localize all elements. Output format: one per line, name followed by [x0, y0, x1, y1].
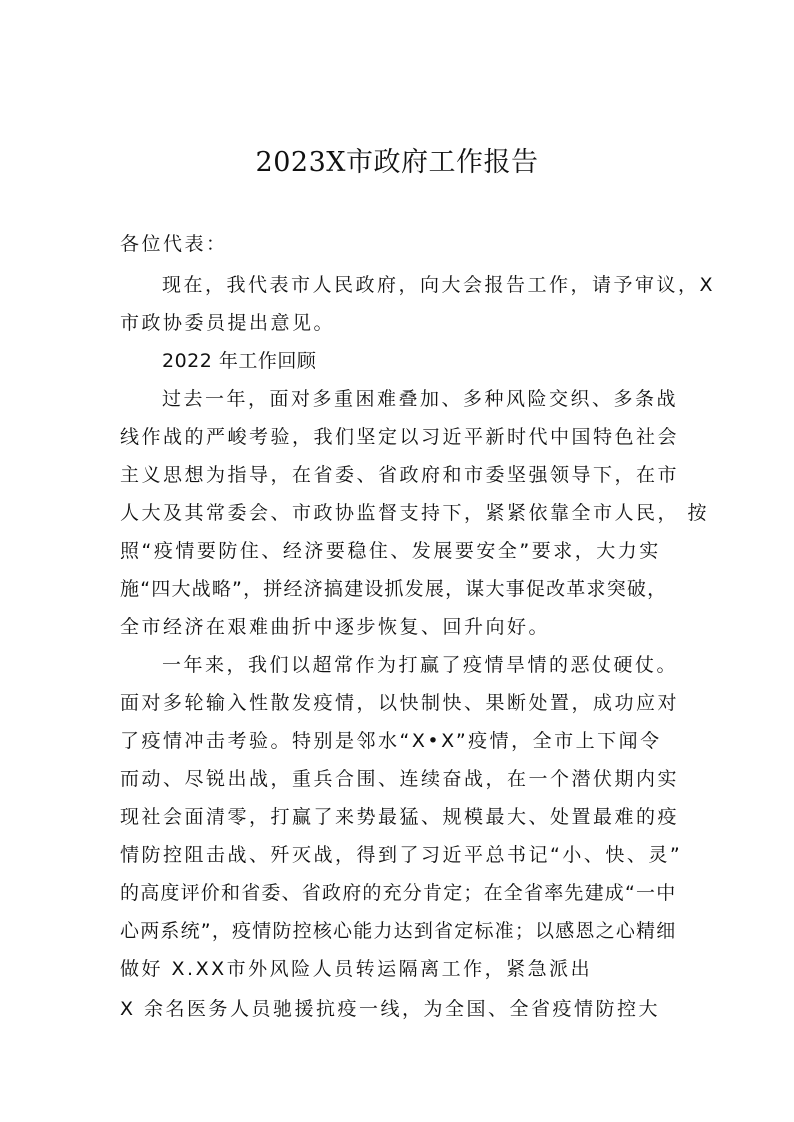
paragraph-line: 而动、尽锐出战，重兵合围、连续奋战，在一个潜伏期内实 [120, 768, 680, 790]
paragraph-line: 现社会面清零，打赢了来势最猛、规模最大、处置最难的疫 [120, 806, 680, 828]
paragraph-line: 心两系统”，疫情防控核心能力达到省定标准；以感恩之心精细 [120, 920, 677, 942]
section-heading: 2022 年工作回顾 [162, 350, 317, 372]
document-title: 2023X市政府工作报告 [255, 147, 539, 178]
paragraph-line: 了疫情冲击考验。特别是邻水“X•X”疫情，全市上下闻令 [120, 730, 662, 752]
paragraph-line: 人大及其常委会、市政协监督支持下，紧紧依靠全市人民， 按 [120, 502, 710, 524]
paragraph-line: 线作战的严峻考验，我们坚定以习近平新时代中国特色社会 [120, 426, 680, 448]
paragraph-line: 施“四大战略”，拼经济搞建设抓发展，谋大事促改革求突破， [120, 578, 668, 600]
paragraph-line: 照“疫情要防住、经济要稳住、发展要安全”要求，大力实 [120, 540, 661, 562]
paragraph-line: 主义思想为指导，在省委、省政府和市委坚强领导下，在市 [120, 464, 680, 486]
paragraph-line: 情防控阻击战、歼灭战，得到了习近平总书记“小、快、灵” [120, 844, 683, 866]
salutation: 各位代表： [120, 233, 228, 255]
paragraph-line: 面对多轮输入性散发疫情，以快制快、果断处置，成功应对 [120, 692, 680, 714]
paragraph-line: 现在，我代表市人民政府，向大会报告工作，请予审议，X [162, 274, 716, 296]
paragraph-line: 全市经济在艰难曲折中逐步恢复、回升向好。 [120, 616, 551, 638]
paragraph-line: 的高度评价和省委、省政府的充分肯定；在全省率先建成“一中 [120, 882, 677, 904]
paragraph-line: 一年来，我们以超常作为打赢了疫情旱情的恶仗硬仗。 [162, 654, 679, 676]
paragraph-line: 过去一年，面对多重困难叠加、多种风险交织、多条战 [162, 388, 679, 410]
paragraph-line: 市政协委员提出意见。 [120, 312, 336, 334]
paragraph-line: 做好 X.XX市外风险人员转运隔离工作，紧急派出 [120, 958, 593, 980]
paragraph-line: X 余名医务人员驰援抗疫一线，为全国、全省疫情防控大 [120, 998, 661, 1020]
